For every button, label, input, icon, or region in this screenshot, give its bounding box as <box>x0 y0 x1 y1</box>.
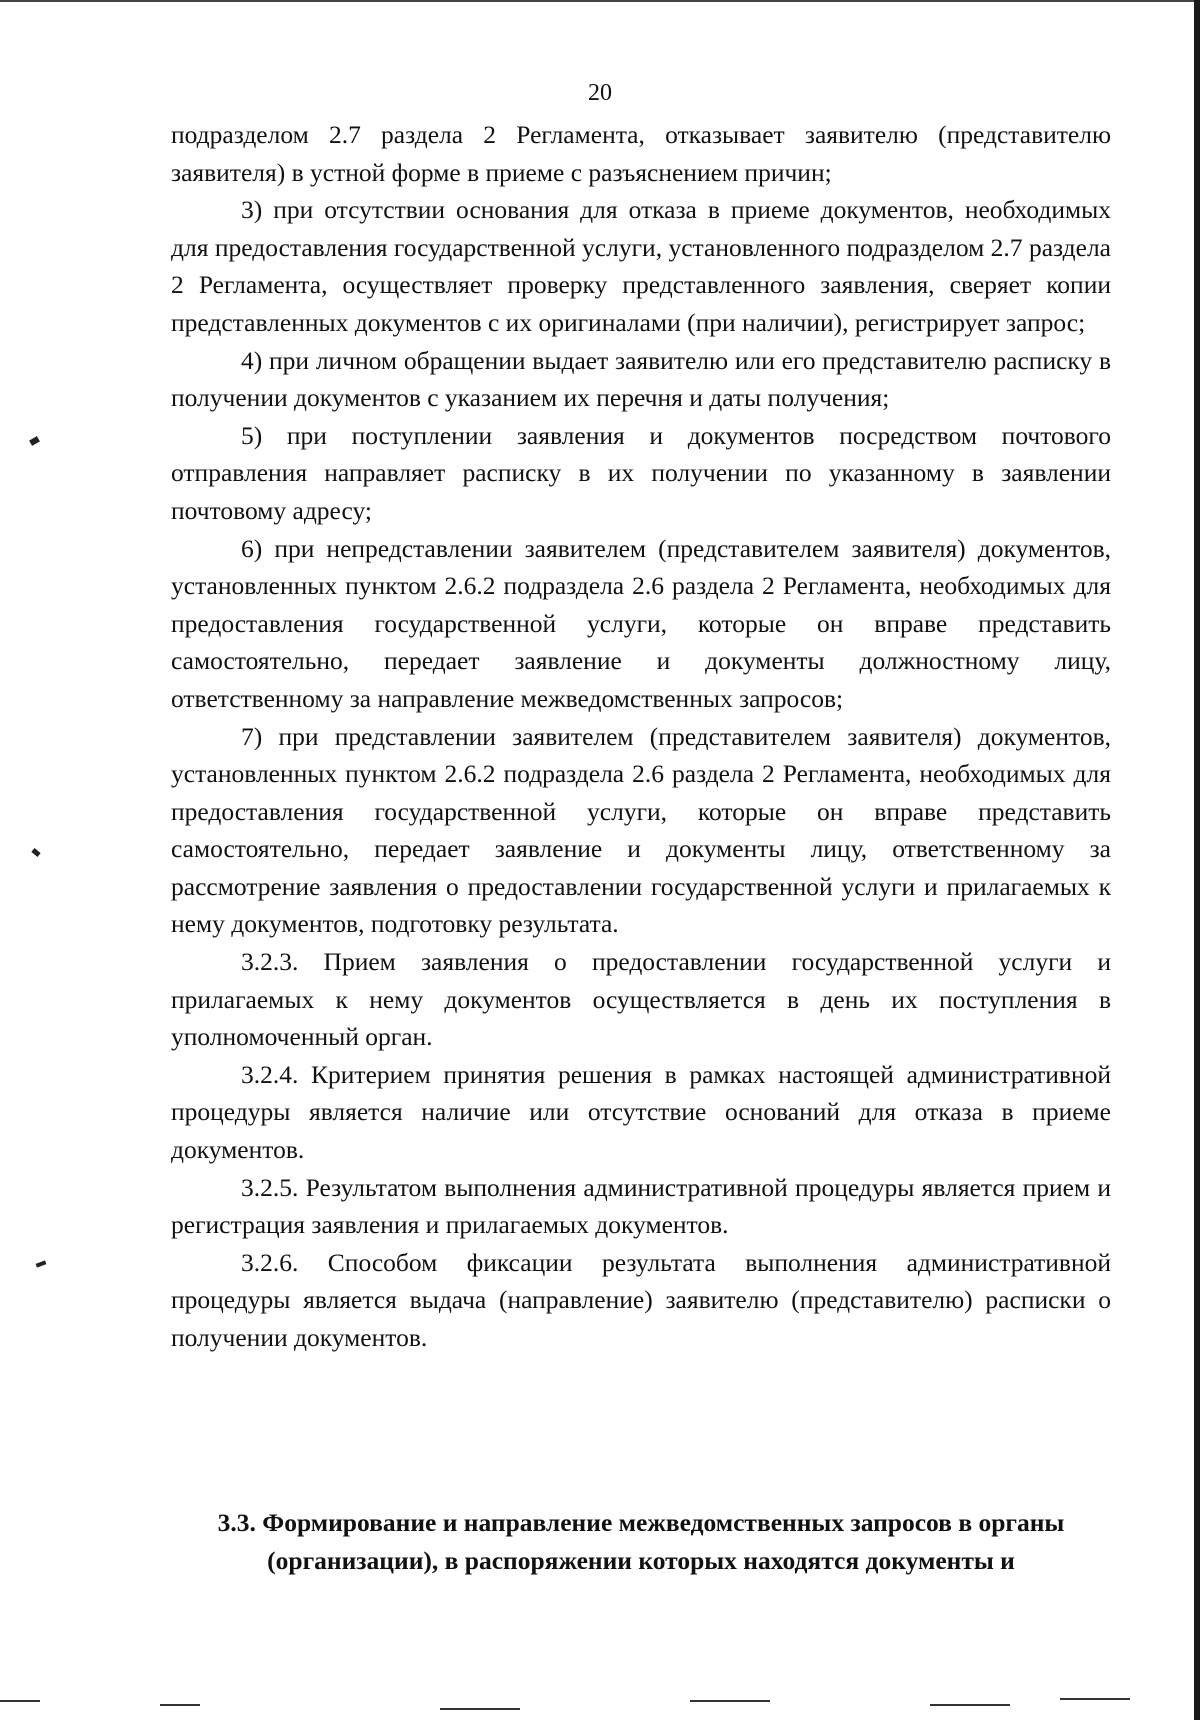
scan-mark <box>31 848 40 857</box>
scan-bottom-mark <box>0 1700 40 1702</box>
scan-top-edge <box>0 0 1200 2</box>
scan-mark <box>29 436 40 446</box>
clause-3-2-5: 3.2.5. Результатом выполнения административной процедуры является прием и регистрация заявления и прилагаемых документов. <box>171 1172 1111 1240</box>
body-text <box>171 116 1111 1357</box>
section-heading-3-3: 3.3. Формирование и направление межведомственных запросов в органы (организации), в распоряжении которых находятся документы и <box>217 1508 1065 1575</box>
page-number: 20 <box>588 80 612 106</box>
clause-3-2-6: 3.2.6. Способом фиксации результата выполнения административной процедуры является выдача (направление) заявителю (представителю) расписки о получении документов. <box>171 1247 1111 1352</box>
list-item-3: 3) при отсутствии основания для отказа в приеме документов, необходимых для предоставления государственной услуги, установленного подразделом 2.7 раздела 2 Регламента, осуществляет проверку представленного заявления, сверяет копии представленных документов с их оригиналами (при наличии), регистрирует запрос; <box>171 195 1111 337</box>
clause-3-2-3: 3.2.3. Прием заявления о предоставлении государственной услуги и прилагаемых к нему документов осуществляется в день их поступления в уполномоченный орган. <box>171 947 1111 1052</box>
clause-3-2-4: 3.2.4. Критерием принятия решения в рамках настоящей административной процедуры является наличие или отсутствие оснований для отказа в приеме документов. <box>171 1059 1111 1165</box>
list-item-4: 4) при личном обращении выдает заявителю или его представителю расписку в получении документов с указанием их перечня и даты получения; <box>171 345 1111 413</box>
scan-bottom-mark <box>1060 1698 1130 1700</box>
list-item-5: 5) при поступлении заявления и документов посредством почтового отправления направляет расписку в их получении по указанному в заявлении почтовому адресу; <box>171 420 1111 525</box>
list-item-6: 6) при непредставлении заявителем (представителем заявителя) документов, установленных пунктом 2.6.2 подраздела 2.6 раздела 2 Регламента, необходимых для предоставления государственной услуги, которые он вправе представить самостоятельно, передает заявление и документы должностному лицу, ответственному за направление межведомственных запросов; <box>171 533 1111 713</box>
scan-bottom-mark <box>690 1700 770 1702</box>
scan-mark <box>36 1260 47 1267</box>
scan-bottom-mark <box>930 1704 1010 1706</box>
scan-bottom-mark <box>440 1708 520 1710</box>
scan-right-edge <box>1194 0 1200 1720</box>
list-item-7: 7) при представлении заявителем (представителем заявителя) документов, установленных пунктом 2.6.2 подраздела 2.6 раздела 2 Регламента, необходимых для предоставления государственной услуги, которые он вправе представить самостоятельно, передает заявление и документы лицу, ответственному за рассмотрение заявления о предоставлении государственной услуги и прилагаемых к нему документов, подготовку результата. <box>171 721 1111 939</box>
paragraph-continued: подразделом 2.7 раздела 2 Регламента, отказывает заявителю (представителю заявителя) в устной форме в приеме с разъяснением причин; <box>171 120 1111 187</box>
scan-bottom-mark <box>160 1704 200 1706</box>
